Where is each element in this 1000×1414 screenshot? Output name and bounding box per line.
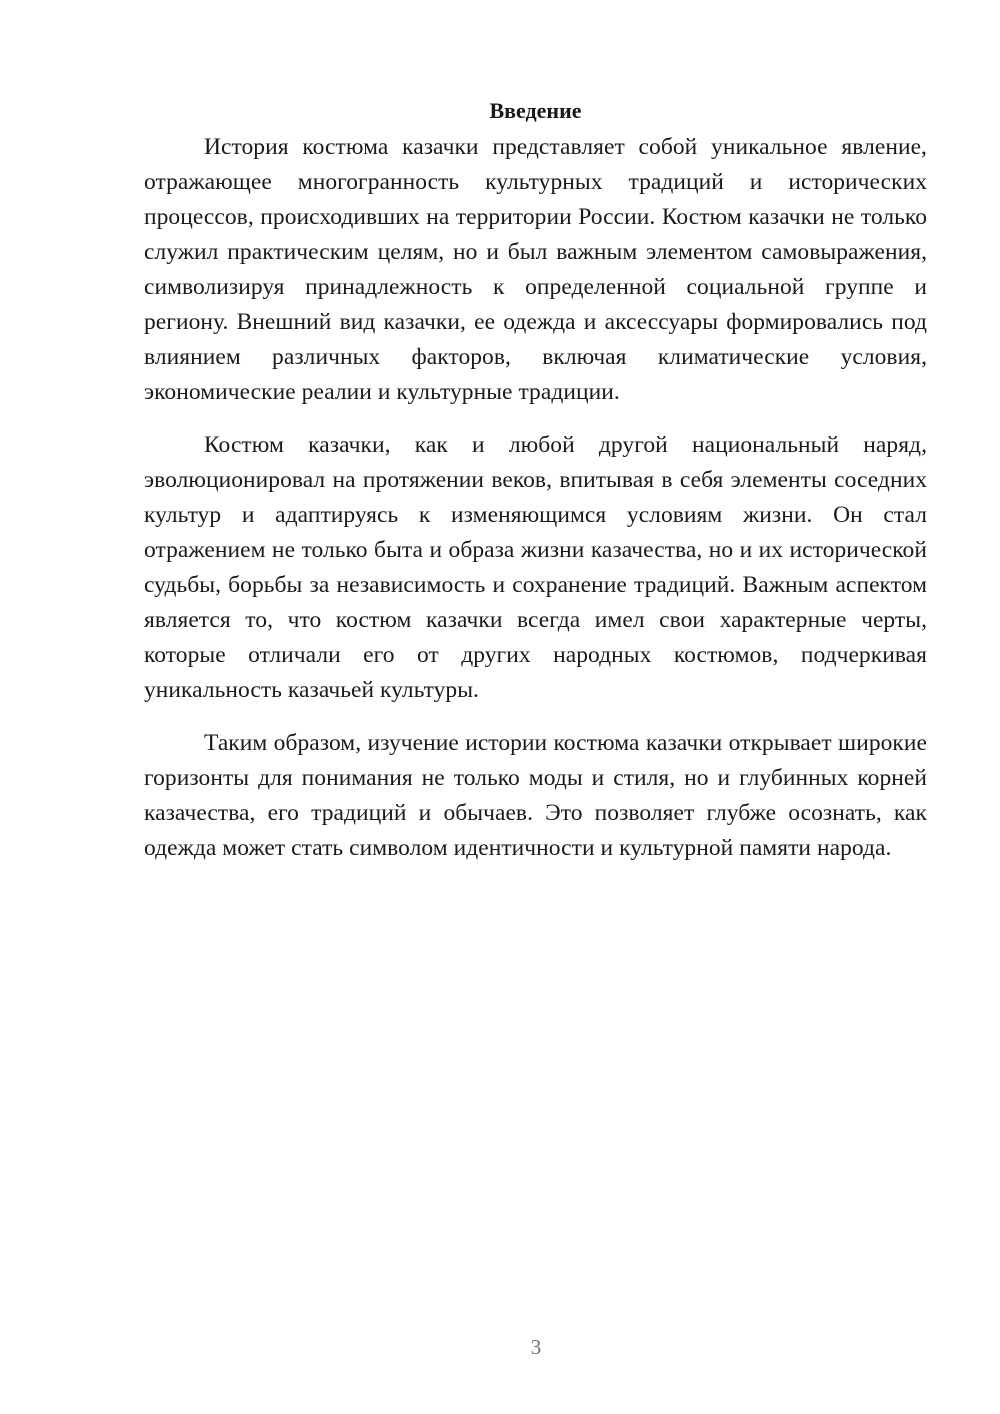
page-number: 3 [530, 1335, 542, 1359]
section-title: Введение [489, 98, 582, 123]
paragraph-3: Таким образом, изучение истории костюма казачки открывает широкие горизонты для понимания не только моды и стиля, но и глубинных корней казачества, его традиций и обычаев. Это позволяет глубже осознать, как одежда может стать символом идентичности и культурной памяти народа. [144, 730, 927, 861]
paragraph-2: Костюм казачки, как и любой другой национальный наряд, эволюционировал на протяжении веков, впитывая в себя элементы соседних культур и адаптируясь к изменяющимся условиям жизни. Он стал отражением не только быта и образа жизни казачества, но и их исторической судьбы, борьбы за независимость и сохранение традиций. Важным аспектом является то, что костюм казачки всегда имел свои характерные черты, которые отличали его от других народных костюмов, подчеркивая уникальность казачьей культуры. [144, 432, 927, 703]
paragraph-1: История костюма казачки представляет собой уникальное явление, отражающее многогранность культурных традиций и исторических процессов, происходивших на территории России. Костюм казачки не только служил практическим целям, но и был важным элементом самовыражения, символизируя принадлежность к определенной социальной группе и региону. Внешний вид казачки, ее одежда и аксессуары формировались под влиянием различных факторов, включая климатические условия, экономические реалии и культурные традиции. [144, 134, 927, 405]
document-body [144, 96, 927, 884]
